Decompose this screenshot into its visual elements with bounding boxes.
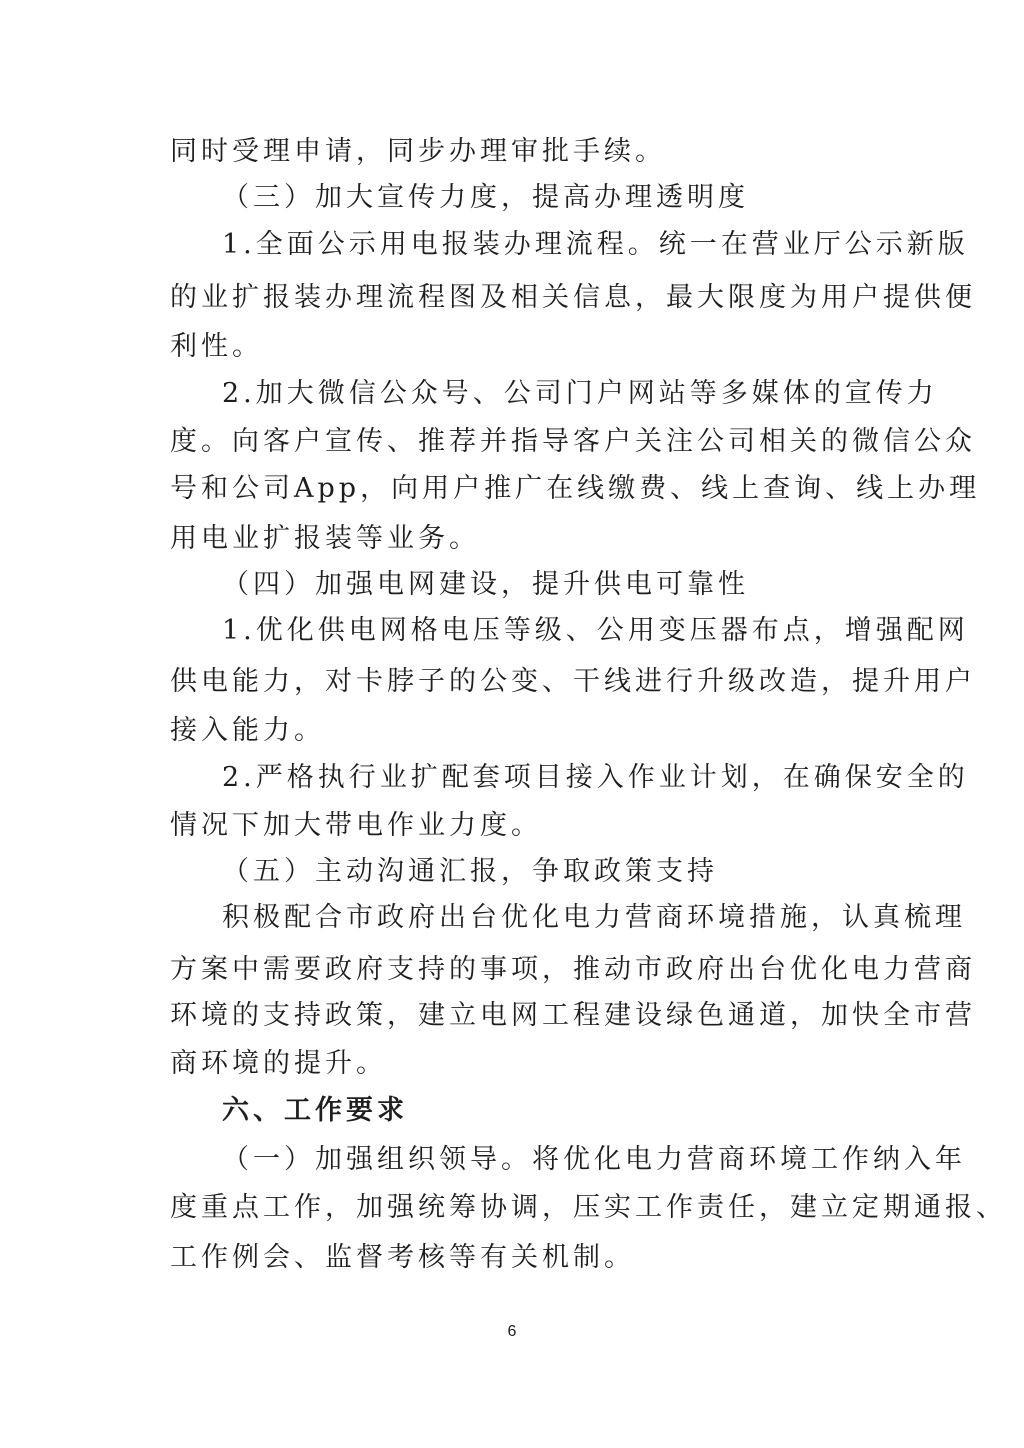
text-line-20: 商环境的提升。: [170, 1048, 387, 1079]
text-line-13: 接入能力。: [170, 715, 325, 746]
text-line-11: 1.优化供电网格电压等级、公用变压器布点，增强配网: [222, 615, 969, 646]
text-line-5: 利性。: [170, 331, 263, 362]
text-line-15: 情况下加大带电作业力度。: [170, 810, 542, 841]
page-number: 6: [507, 1323, 517, 1340]
text-line-12: 供电能力，对卡脖子的公变、干线进行升级改造，提升用户: [170, 666, 976, 697]
text-line-19: 环境的支持政策，建立电网工程建设绿色通道，加快全市营: [170, 1000, 976, 1031]
text-line-18: 方案中需要政府支持的事项，推动市政府出台优化电力营商: [170, 954, 976, 985]
section-heading-3: （三）加大宣传力度，提高办理透明度: [222, 182, 749, 213]
text-line-4: 的业扩报装办理流程图及相关信息，最大限度为用户提供便: [170, 282, 976, 313]
section-heading-5: （五）主动沟通汇报，争取政策支持: [222, 856, 718, 887]
text-line-14: 2.严格执行业扩配套项目接入作业计划，在确保安全的: [222, 762, 969, 793]
text-line-24: 工作例会、监督考核等有关机制。: [170, 1242, 635, 1273]
text-line-1: 同时受理申请，同步办理审批手续。: [170, 136, 666, 167]
text-line-17: 积极配合市政府出台优化电力营商环境措施，认真梳理: [222, 902, 966, 933]
text-line-6: 2.加大微信公众号、公司门户网站等多媒体的宣传力: [222, 378, 938, 409]
text-line-8: 号和公司App，向用户推广在线缴费、线上查询、线上办理: [170, 473, 981, 504]
section-heading-4: （四）加强电网建设，提升供电可靠性: [222, 569, 749, 600]
text-line-3: 1.全面公示用电报装办理流程。统一在营业厅公示新版: [222, 229, 969, 260]
text-line-23: 度重点工作，加强统筹协调，压实工作责任，建立定期通报、: [170, 1192, 1007, 1223]
section-heading-six: 六、工作要求: [222, 1095, 408, 1126]
text-line-9: 用电业扩报装等业务。: [170, 523, 480, 554]
text-line-7: 度。向客户宣传、推荐并指导客户关注公司相关的微信公众: [170, 426, 976, 457]
text-line-22: （一）加强组织领导。将优化电力营商环境工作纳入年: [222, 1144, 966, 1175]
